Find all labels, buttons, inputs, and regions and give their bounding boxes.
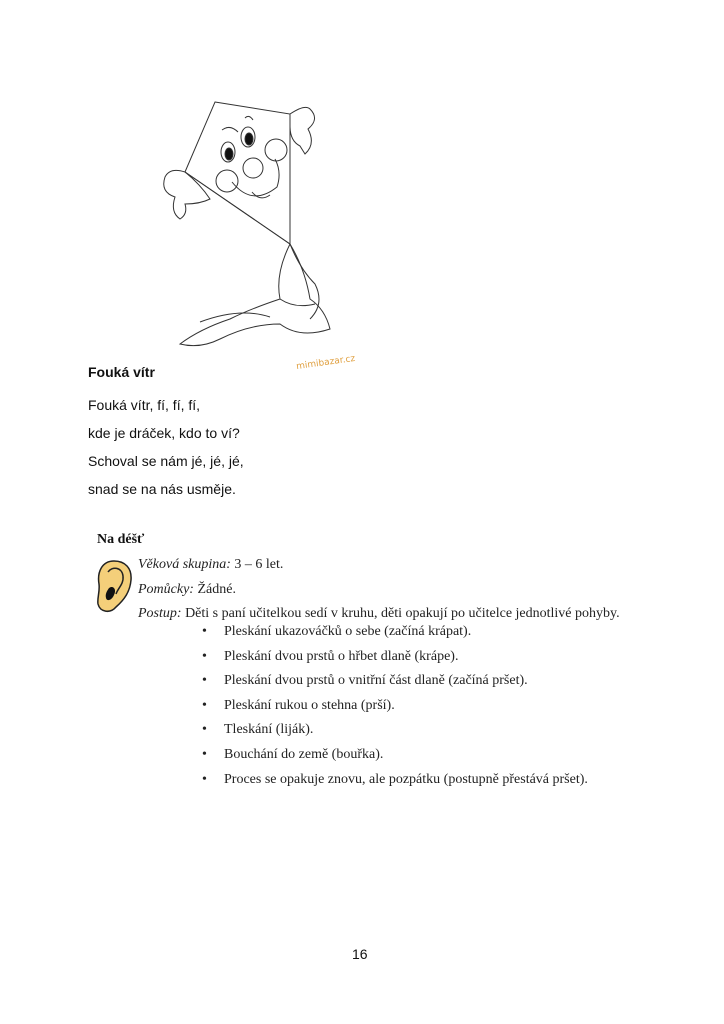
- age-value: 3 – 6 let.: [230, 557, 284, 572]
- list-item: • Bouchání do země (bouřka).: [196, 747, 588, 772]
- list-item: • Proces se opakuje znovu, ale pozpátku (postupně přestává pršet).: [196, 772, 588, 797]
- activity-title: Na déšť: [97, 532, 145, 547]
- kite-illustration: [160, 92, 360, 372]
- list-item: • Tleskání (liják).: [196, 722, 588, 747]
- ear-icon: [94, 558, 134, 614]
- list-item: • Pleskání dvou prstů o vnitřní část dlaně (začíná pršet).: [196, 673, 588, 698]
- list-item: • Pleskání rukou o stehna (prší).: [196, 698, 588, 723]
- list-item: • Pleskání dvou prstů o hřbet dlaně (krápe).: [196, 649, 588, 674]
- poem-line: Schoval se nám jé, jé, jé,: [88, 453, 244, 469]
- aids: [138, 582, 236, 598]
- poem-line: Fouká vítr, fí, fí, fí,: [88, 397, 201, 413]
- procedure: [138, 606, 620, 622]
- age-label: Věková skupina:: [138, 557, 231, 572]
- poem-line: kde je dráček, kdo to ví?: [88, 425, 240, 441]
- procedure-value: Děti s paní učitelkou sedí v kruhu, děti opakují po učitelce jednotlivé pohyby.: [181, 606, 620, 621]
- poem-line: snad se na nás usměje.: [88, 481, 236, 497]
- age-group: [138, 557, 283, 573]
- list-item: • Pleskání ukazováčků o sebe (začíná krápat).: [196, 624, 588, 649]
- steps-list: [196, 624, 588, 796]
- poem-title: Fouká vítr: [88, 364, 155, 380]
- page-number: 16: [352, 946, 368, 962]
- aids-value: Žádné.: [193, 582, 236, 597]
- image-watermark: mimibazar.cz: [295, 353, 356, 373]
- procedure-label: Postup:: [138, 606, 182, 621]
- aids-label: Pomůcky:: [138, 582, 194, 597]
